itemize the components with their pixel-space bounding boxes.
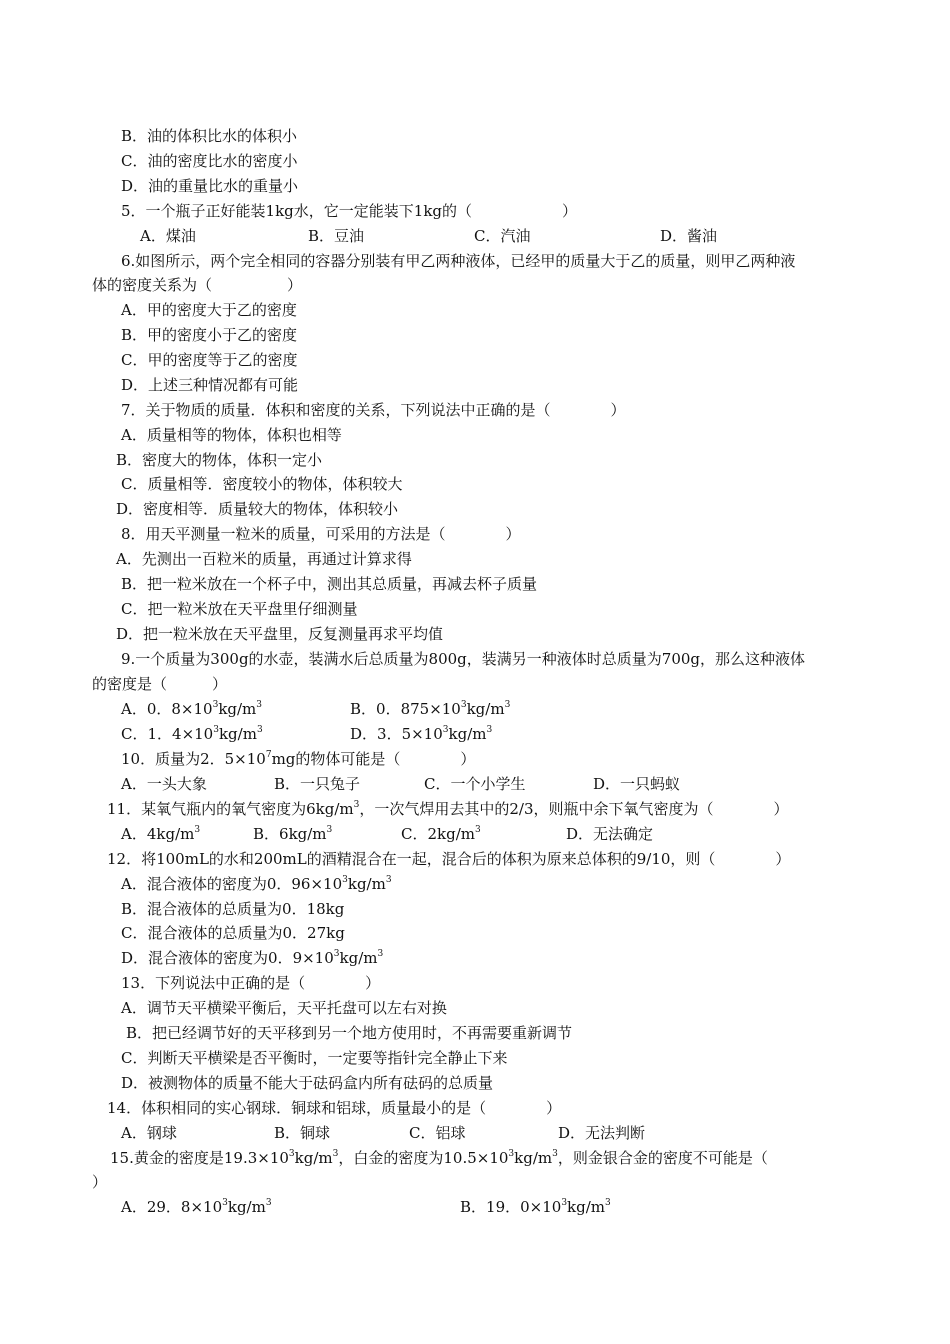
question-15-line-2: ） [92, 1173, 108, 1191]
question-6-line-2: 体的密度关系为（ ） [92, 276, 303, 294]
question-9-line-1: 9.一个质量为300g的水壶，装满水后总质量为800g，装满另一种液体时总质量为700g，那么这种液体 [121, 650, 806, 668]
q8-option-a: A．先测出一百粒米的质量，再通过计算求得 [116, 550, 412, 568]
q9-option-a: A．0．$8\times 10^3kg/m^3$ [121, 700, 263, 718]
q4-option-d: D．油的重量比水的重量小 [121, 177, 299, 195]
question-12: 12．将100mL的水和200mL的酒精混合在一起，混合后的体积为原来总体积的9/10，则（ ） [107, 850, 791, 868]
q14-option-b: B．铜球 [274, 1124, 331, 1142]
q9-option-d: D．3．$5\times 10^3kg/m^3$ [350, 725, 493, 743]
q11-option-d: D．无法确定 [566, 825, 654, 843]
q13-option-d: D．被测物体的质量不能大于砝码盒内所有砝码的总质量 [121, 1074, 494, 1092]
q13-option-b: B．把已经调节好的天平移到另一个地方使用时，不再需要重新调节 [126, 1024, 573, 1042]
q10-option-d: D．一只蚂蚁 [593, 775, 681, 793]
q12-option-a: A．混合液体的密度为0．$96\times 10^3kg/m^3$ [121, 875, 392, 893]
question-13: 13．下列说法中正确的是（ ） [121, 974, 381, 992]
q8-option-b: B．把一粒米放在一个杯子中，测出其总质量，再减去杯子质量 [121, 575, 538, 593]
question-11: 11．某氧气瓶内的氧气密度为$6kg/m^3$，一次气焊用去其中的2/3，则瓶中余下氧气密度为（ ） [107, 800, 789, 818]
q12-option-c: C．混合液体的总质量为0．27kg [121, 924, 345, 942]
q8-option-c: C．把一粒米放在天平盘里仔细测量 [121, 600, 358, 618]
q14-option-d: D．无法判断 [558, 1124, 646, 1142]
question-15-line-1: 15.黄金的密度是$19.3\times 10^3kg/m^3$，白金的密度为$10.5\times 10^3kg/m^3$，则金银合金的密度不可能是（ [110, 1149, 768, 1167]
question-5: 5．一个瓶子正好能装1kg水，它一定能装下1kg的（ ） [121, 202, 578, 220]
q9-option-c: C．1．$4\times 10^3kg/m^3$ [121, 725, 263, 743]
q7-option-b: B．密度大的物体，体积一定小 [116, 451, 323, 469]
q7-option-c: C．质量相等．密度较小的物体，体积较大 [121, 475, 403, 493]
q11-option-b: B．$6kg/m^3$ [253, 825, 333, 843]
question-8: 8．用天平测量一粒米的质量，可采用的方法是（ ） [121, 525, 521, 543]
q13-option-c: C．判断天平横梁是否平衡时，一定要等指针完全静止下来 [121, 1049, 508, 1067]
question-10: 10．质量为2．$5\times 10^7mg$的物体可能是（ ） [121, 750, 476, 768]
q10-option-b: B．一只兔子 [274, 775, 361, 793]
q14-option-c: C．铝球 [409, 1124, 466, 1142]
q11-option-c: C．$2kg/m^3$ [401, 825, 481, 843]
q15-options [0, 1197, 950, 1277]
question-9-line-2: 的密度是（ ） [92, 675, 228, 693]
q7-option-a: A．质量相等的物体，体积也相等 [121, 426, 342, 444]
q11-option-a: A．$4kg/m^3$ [121, 825, 201, 843]
q15-option-b: B．19．$0\times 10^3kg/m^3$ [460, 1198, 611, 1216]
question-7: 7．关于物质的质量．体积和密度的关系，下列说法中正确的是（ ） [121, 401, 626, 419]
question-6-line-1: 6.如图所示，两个完全相同的容器分别装有甲乙两种液体，已经甲的质量大于乙的质量，则甲乙两种液 [121, 252, 796, 270]
q5-option-c: C．汽油 [474, 227, 531, 245]
q12-option-d: D．混合液体的密度为0．$9\times 10^3kg/m^3$ [121, 949, 384, 967]
q6-option-a: A．甲的密度大于乙的密度 [121, 301, 297, 319]
q6-option-b: B．甲的密度小于乙的密度 [121, 326, 298, 344]
q6-option-d: D．上述三种情况都有可能 [121, 376, 299, 394]
q4-option-c: C．油的密度比水的密度小 [121, 152, 298, 170]
q5-option-a: A．煤油 [140, 227, 196, 245]
q13-option-a: A．调节天平横梁平衡后，天平托盘可以左右对换 [121, 999, 447, 1017]
q4-option-b: B．油的体积比水的体积小 [121, 127, 298, 145]
q5-option-d: D．酱油 [660, 227, 718, 245]
q15-option-a: A．29．$8\times 10^3kg/m^3$ [121, 1198, 272, 1216]
q9-option-b: B．0．$875\times 10^3kg/m^3$ [350, 700, 511, 718]
q7-option-d: D．密度相等．质量较大的物体，体积较小 [116, 500, 399, 518]
q6-option-c: C．甲的密度等于乙的密度 [121, 351, 298, 369]
q10-option-c: C．一个小学生 [424, 775, 526, 793]
q5-option-b: B．豆油 [308, 227, 365, 245]
q10-option-a: A．一头大象 [121, 775, 207, 793]
q8-option-d: D．把一粒米放在天平盘里，反复测量再求平均值 [116, 625, 444, 643]
question-14: 14．体积相同的实心钢球．铜球和铝球，质量最小的是（ ） [107, 1099, 562, 1117]
q12-option-b: B．混合液体的总质量为0．18kg [121, 900, 345, 918]
q14-option-a: A．钢球 [121, 1124, 177, 1142]
